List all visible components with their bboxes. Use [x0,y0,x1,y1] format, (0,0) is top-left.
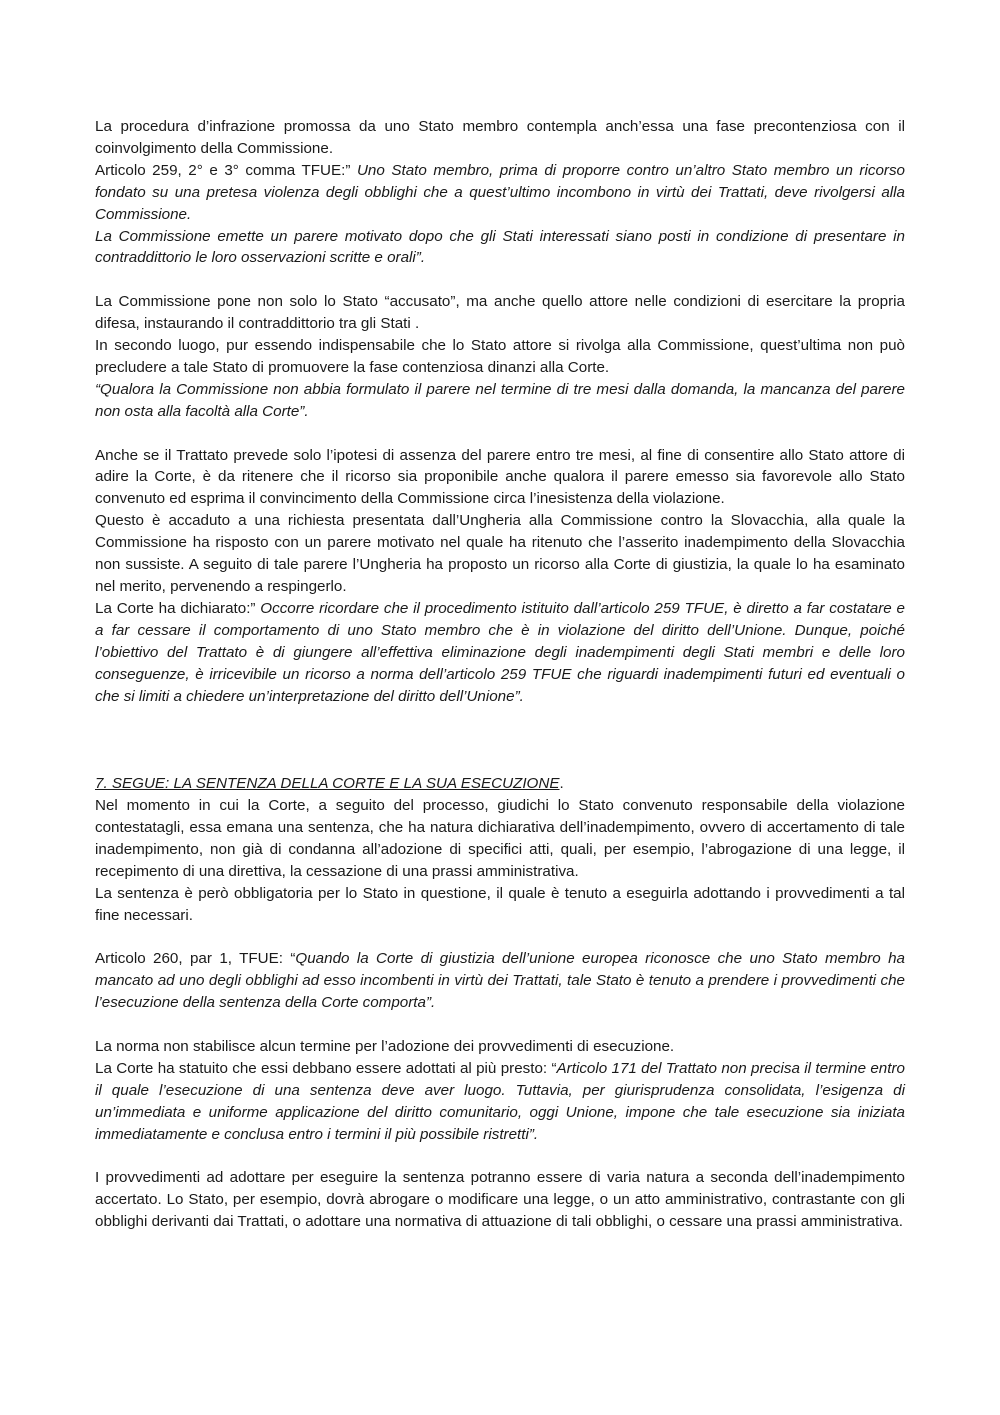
document-page [95,116,905,1233]
paragraph-judgment: Nel momento in cui la Corte, a seguito del processo, giudichi lo Stato convenuto responsabile della violazione contestatagli, essa emana una sentenza, che ha natura dichiarativa dell’inadempimento, ovvero di accertamento di tale inadempimento, non già di condanna all’adozione di specifici atti, quali, per esempio, l’abrogazione di una legge, il recepimento di una direttiva, la cessazione di una prassi amministrativa. [95,797,905,880]
spacer [95,1146,905,1168]
paragraph-measures: I provvedimenti ad adottare per eseguire la sentenza potranno essere di varia natura a seconda dell’inadempimento accertato. Lo Stato, per esempio, dovrà abrogare o modificare una legge, o un atto amministrativo, contrastante con gli obblighi derivanti dai Trattati, o adottare una normativa di attuazione di tali obblighi, o cessare una prassi amministrativa. [95,1169,905,1231]
article-171-intro: La Corte ha statuito che essi debbano essere adottati al più presto: “ [95,1059,557,1077]
spacer [95,269,905,291]
paragraph-adversarial: La Commissione pone non solo lo Stato “accusato”, ma anche quello attore nelle condizioni di esercitare la propria difesa, instaurando il contraddittorio tra gli Stati . [95,293,905,333]
paragraph-infringement-procedure: La procedura d’infrazione promossa da uno Stato membro contempla anch’essa una fase precontenziosa con il coinvolgimento della Commissione. [95,118,905,157]
court-declared-intro: La Corte ha dichiarato:” [95,599,261,617]
paragraph-judgment-binding: La sentenza è però obbligatoria per lo Stato in questione, il quale è tenuto a eseguirla adottando i provvedimenti a tal fine necessari. [95,884,905,924]
section-heading [95,773,905,795]
commission-opinion-quote: La Commissione emette un parere motivato dopo che gli Stati interessati siano posti in condizione di presentare in contraddittorio le loro osservazioni scritte e orali”. [95,227,905,267]
article-260-intro: Articolo 260, par 1, TFUE: “ [95,950,296,968]
paragraph-article-259 [95,160,905,226]
paragraph-hungary-slovakia: Questo è accaduto a una richiesta presentata dall’Ungheria alla Commissione contro la Slovacchia, alla quale la Commissione ha risposto con un parere motivato nel quale ha ritenuto che l’asserito inadempimento della Slovacchia non sussiste. A seguito di tale parere l’Ungheria ha proposto un ricorso alla Corte di giustizia, la quale lo ha esaminato nel merito, pervenendo a respingerlo. [95,512,905,595]
paragraph-treaty-hypothesis: Anche se il Trattato prevede solo l’ipotesi di assenza del parere entro tre mesi, al fine di consentire allo Stato attore di adire la Corte, è da ritenere che il ricorso sia proponibile anche qualora il parere emesso sia favorevole allo Stato convenuto ed esprima il convincimento della Commissione circa l’inesistenza della violazione. [95,446,905,508]
article-259-quote: Uno Stato membro, prima di proporre contro un’altro Stato membro un ricorso fondato su una pretesa violenza degli obblighi che a quest’ultimo incombono in virtù dei Trattati, deve rivolgersi alla Commissione. [95,161,905,223]
court-declared-quote: Occorre ricordare che il procedimento istituito dall’articolo 259 TFUE, è diretto a far costatare e a far cessare il comportamento di uno Stato membro che è in violazione del diritto dell’Unione. Dunque, poiché l’obiettivo del Trattato è di giungere all’effettiva eliminazione degli inadempimenti degli Stati membri e delle loro conseguenze, è irricevibile un ricorso a norma dell’articolo 259 TFUE che riguardi inadempimenti futuri ed eventuali o che si limiti a chiedere un’interpretazione del diritto dell’Unione”. [95,599,906,705]
spacer [95,1014,905,1036]
section-heading-period: . [559,775,564,793]
paragraph-article-171 [95,1058,905,1146]
paragraph-three-months-quote [95,379,905,423]
paragraph-no-deadline: La norma non stabilisce alcun termine per l’adozione dei provvedimenti di esecuzione. [95,1037,675,1055]
article-171-quote: Articolo 171 del Trattato non precisa il termine entro il quale l’esecuzione di una sentenza deve aver luogo. Tuttavia, per giurisprudenza consolidata, l’esigenza di un’immediata e uniforme applicazione del diritto comunitario, oggi Unione, impone che tale esecuzione sia iniziata immediatamente e conclusa entro i termini il più possibile ristretti”. [95,1059,905,1143]
paragraph-commission-opinion [95,226,905,270]
paragraph-article-260 [95,948,905,1014]
paragraph-second-point: In secondo luogo, pur essendo indispensabile che lo Stato attore si rivolga alla Commissione, quest’ultima non può precludere a tale Stato di promuovere la fase contenziosa dinanzi alla Corte. [95,337,905,376]
three-months-quote: “Qualora la Commissione non abbia formulato il parere nel termine di tre mesi dalla domanda, la mancanza del parere non osta alla facoltà alla Corte”. [95,380,905,420]
spacer [95,423,905,445]
article-260-quote: Quando la Corte di giustizia dell’unione europea riconosce che uno Stato membro ha mancato ad uno degli obblighi ad esso incombenti in virtù dei Trattati, tale Stato è tenuto a prendere i provvedimenti che l’esecuzione della sentenza della Corte comporta”. [95,950,905,1012]
paragraph-court-declared [95,598,905,708]
section-heading-title: 7. SEGUE: LA SENTENZA DELLA CORTE E LA SUA ESECUZIONE [95,775,560,793]
spacer [95,707,905,773]
article-259-intro: Articolo 259, 2° e 3° comma TFUE:” [95,161,357,179]
spacer [95,926,905,948]
